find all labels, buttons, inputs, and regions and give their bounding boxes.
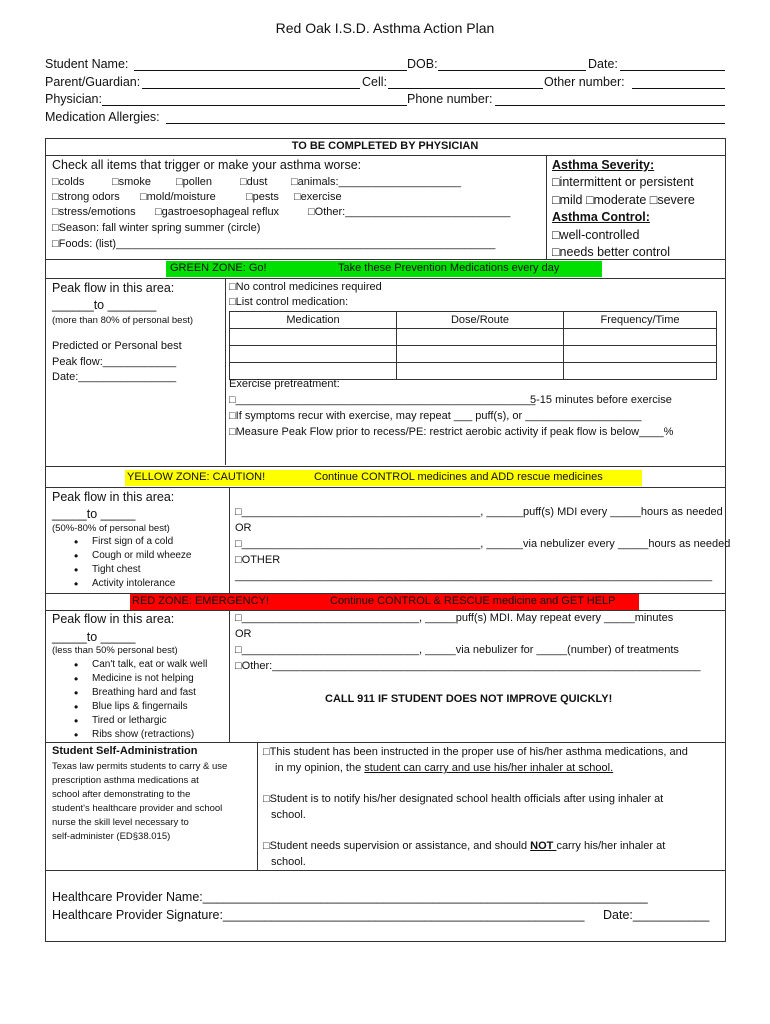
self-admin-text: in my opinion, the [275, 762, 365, 774]
divider [45, 742, 725, 743]
self-admin-not-emphasis: NOT [530, 840, 557, 852]
predicted-peak-flow[interactable]: Peak flow:____________ [52, 356, 177, 368]
self-admin-option-supervision-line2: school. [271, 856, 306, 868]
self-admin-text-line: nurse the skill level necessary to [52, 817, 189, 828]
red-peak-note: (less than 50% personal best) [52, 645, 178, 656]
student-name-label: Student Name: [45, 57, 129, 71]
call-911-warning: CALL 911 IF STUDENT DOES NOT IMPROVE QUICKLY! [325, 693, 613, 705]
divider [225, 278, 226, 465]
red-peak-range[interactable]: _____to _____ [52, 630, 136, 644]
list-item: • Cough or mild wheeze [70, 549, 192, 563]
list-item: • Tired or lethargic [70, 714, 207, 728]
trigger-exercise[interactable]: □exercise [294, 191, 342, 203]
self-admin-text-line: Texas law permits students to carry & use [52, 761, 228, 772]
red-symptom-list [70, 658, 207, 742]
table-cell[interactable] [230, 346, 397, 363]
self-admin-heading: Student Self-Administration [52, 745, 198, 757]
divider [45, 487, 725, 488]
dob-field[interactable] [438, 70, 586, 71]
yellow-other-checkbox[interactable]: □OTHER [235, 554, 281, 566]
other-number-field[interactable] [632, 88, 725, 89]
date-label: Date: [588, 57, 618, 71]
divider [45, 155, 725, 156]
trigger-foods[interactable]: □Foods: (list)______________________________________________________________ [52, 238, 496, 250]
divider [257, 742, 258, 870]
provider-name-field[interactable]: Healthcare Provider Name:________________________________________________________________ [52, 890, 648, 904]
divider [45, 466, 725, 467]
list-item: • Can't talk, eat or walk well [70, 658, 207, 672]
divider [229, 487, 230, 593]
triggers-heading: Check all items that trigger or make your asthma worse: [52, 158, 362, 172]
phone-field[interactable] [495, 105, 725, 106]
self-admin-text-line: self-administer (ED§38.015) [52, 831, 171, 842]
phone-label: Phone number: [407, 92, 493, 106]
control-option-2[interactable]: □needs better control [552, 245, 671, 259]
table-cell[interactable] [230, 329, 397, 346]
physician-field[interactable] [102, 105, 407, 106]
self-admin-text: carry his/her inhaler at [556, 840, 666, 852]
physician-heading: TO BE COMPLETED BY PHYSICIAN [291, 140, 479, 152]
trigger-other[interactable]: □Other:___________________________ [308, 206, 511, 218]
list-item: • Tight chest [70, 563, 192, 577]
provider-date-field[interactable]: Date:___________ [603, 908, 710, 922]
red-other-checkbox[interactable]: □Other:______________________________________________________________________ [235, 660, 701, 672]
control-heading: Asthma Control: [552, 210, 650, 224]
trigger-mold[interactable]: □mold/moisture [140, 191, 216, 203]
divider [546, 155, 547, 259]
self-admin-text-line: prescription asthma medications at [52, 775, 199, 786]
green-peak-note: (more than 80% of personal best) [52, 315, 193, 326]
table-row[interactable] [230, 363, 717, 380]
exercise-pretreatment-line[interactable]: □_________________________________________________ [229, 394, 536, 406]
green-peak-label: Peak flow in this area: [52, 281, 175, 295]
other-number-label: Other number: [544, 75, 625, 89]
list-item: • Blue lips & fingernails [70, 700, 207, 714]
list-item: • Breathing hard and fast [70, 686, 207, 700]
green-zone-label: GREEN ZONE: Go! [170, 262, 267, 274]
trigger-strong-odors[interactable]: □strong odors [52, 191, 120, 203]
green-peak-range[interactable]: ______to _______ [52, 298, 157, 312]
cell-label: Cell: [362, 75, 388, 89]
divider [229, 610, 230, 742]
severity-option-1[interactable]: □intermittent or persistent [552, 175, 694, 189]
divider [45, 870, 725, 871]
yellow-peak-note: (50%-80% of personal best) [52, 523, 170, 534]
table-cell[interactable] [397, 346, 564, 363]
exercise-heading: Exercise pretreatment: [229, 378, 340, 390]
severity-option-2[interactable]: □mild □moderate □severe [552, 193, 695, 207]
parent-field[interactable] [142, 88, 360, 89]
list-item: • First sign of a cold [70, 535, 192, 549]
allergies-field[interactable] [166, 123, 725, 124]
list-item: • Medicine is not helping [70, 672, 207, 686]
table-cell[interactable] [230, 363, 397, 380]
red-or-label: OR [235, 628, 252, 640]
trigger-dust[interactable]: □dust [240, 176, 268, 188]
table-header-dose: Dose/Route [397, 312, 564, 329]
trigger-animals[interactable]: □animals:____________________ [291, 176, 461, 188]
yellow-symptom-list [70, 535, 192, 591]
table-header-medication: Medication [230, 312, 397, 329]
control-medication-table [229, 311, 717, 380]
table-cell[interactable] [397, 363, 564, 380]
table-header-frequency: Frequency/Time [564, 312, 717, 329]
cell-field[interactable] [388, 88, 543, 89]
table-cell[interactable] [564, 346, 717, 363]
table-row[interactable] [230, 329, 717, 346]
yellow-peak-label: Peak flow in this area: [52, 490, 175, 504]
trigger-season[interactable]: □Season: fall winter spring summer (circle) [52, 222, 261, 234]
self-admin-text-line: school after demonstrating to the [52, 789, 191, 800]
predicted-label: Predicted or Personal best [52, 340, 182, 352]
exercise-recur-checkbox[interactable]: □If symptoms recur with exercise, may repeat ___ puff(s), or ___________________ [229, 410, 642, 422]
red-nebulizer-line[interactable]: □_____________________________, _____via nebulizer for _____(number) of treatments [235, 644, 679, 656]
peak-flow-recess-checkbox[interactable]: □Measure Peak Flow prior to recess/PE: restrict aerobic activity if peak flow is below____% [229, 426, 674, 438]
provider-signature-field[interactable]: Healthcare Provider Signature:____________________________________________________ [52, 908, 585, 922]
yellow-peak-range[interactable]: _____to _____ [52, 507, 136, 521]
physician-label: Physician: [45, 92, 102, 106]
red-zone-title: Continue CONTROL & RESCUE medicine and GET HELP [330, 595, 616, 607]
self-admin-option-carry-line2 [275, 762, 613, 774]
table-cell[interactable] [397, 329, 564, 346]
list-item: • Activity intolerance [70, 577, 192, 591]
table-row[interactable] [230, 346, 717, 363]
yellow-nebulizer-line[interactable]: □_______________________________________, ______via nebulizer every _____hours as needed [235, 538, 731, 550]
yellow-other-line[interactable]: ______________________________________________________________________________ [235, 570, 713, 582]
predicted-date[interactable]: Date:________________ [52, 371, 177, 383]
self-admin-text: □Student needs supervision or assistance, and should [263, 840, 531, 852]
red-peak-label: Peak flow in this area: [52, 612, 175, 626]
self-admin-option-supervision[interactable] [263, 840, 665, 852]
divider [45, 610, 725, 611]
control-option-1[interactable]: □well-controlled [552, 228, 640, 242]
trigger-reflux[interactable]: □gastroesophageal reflux [155, 206, 280, 218]
list-item: • Ribs show (retractions) [70, 728, 207, 742]
allergies-label: Medication Allergies: [45, 110, 160, 124]
self-admin-emphasis: student can carry and use his/her inhaler at school. [364, 762, 614, 774]
severity-heading: Asthma Severity: [552, 158, 655, 172]
list-control-checkbox[interactable]: □List control medication: [229, 296, 349, 308]
date-field[interactable] [620, 70, 725, 71]
yellow-mdi-line[interactable]: □_______________________________________, ______puff(s) MDI every _____hours as needed [235, 506, 723, 518]
self-admin-option-notify-line2: school. [271, 809, 306, 821]
no-control-checkbox[interactable]: □No control medicines required [229, 281, 382, 293]
dob-label: DOB: [407, 57, 438, 71]
trigger-stress[interactable]: □stress/emotions [52, 206, 136, 218]
divider [45, 259, 725, 260]
yellow-zone-label: YELLOW ZONE: CAUTION! [127, 471, 266, 483]
yellow-zone-title: Continue CONTROL medicines and ADD rescue medicines [314, 471, 603, 483]
trigger-pollen[interactable]: □pollen [176, 176, 213, 188]
self-admin-text-line: student's healthcare provider and school [52, 803, 223, 814]
divider [45, 278, 725, 279]
yellow-or-label: OR [235, 522, 252, 534]
trigger-smoke[interactable]: □smoke [112, 176, 152, 188]
trigger-pests[interactable]: □pests [246, 191, 279, 203]
trigger-colds[interactable]: □colds [52, 176, 85, 188]
exercise-timing: 5-15 minutes before exercise [530, 394, 672, 406]
table-cell[interactable] [564, 363, 717, 380]
green-zone-title: Take these Prevention Medications every day [338, 262, 560, 274]
parent-label: Parent/Guardian: [45, 75, 141, 89]
red-mdi-line[interactable]: □_____________________________, _____puff(s) MDI. May repeat every _____minutes [235, 612, 674, 624]
red-zone-label: RED ZONE: EMERGENCY! [132, 595, 269, 607]
self-admin-option-notify[interactable]: □Student is to notify his/her designated school health officials after using inhaler at [263, 793, 664, 805]
page-title: Red Oak I.S.D. Asthma Action Plan [275, 20, 495, 36]
student-name-field[interactable] [134, 70, 407, 71]
self-admin-option-carry[interactable]: □This student has been instructed in the proper use of his/her asthma medications, and [263, 746, 688, 758]
table-cell[interactable] [564, 329, 717, 346]
